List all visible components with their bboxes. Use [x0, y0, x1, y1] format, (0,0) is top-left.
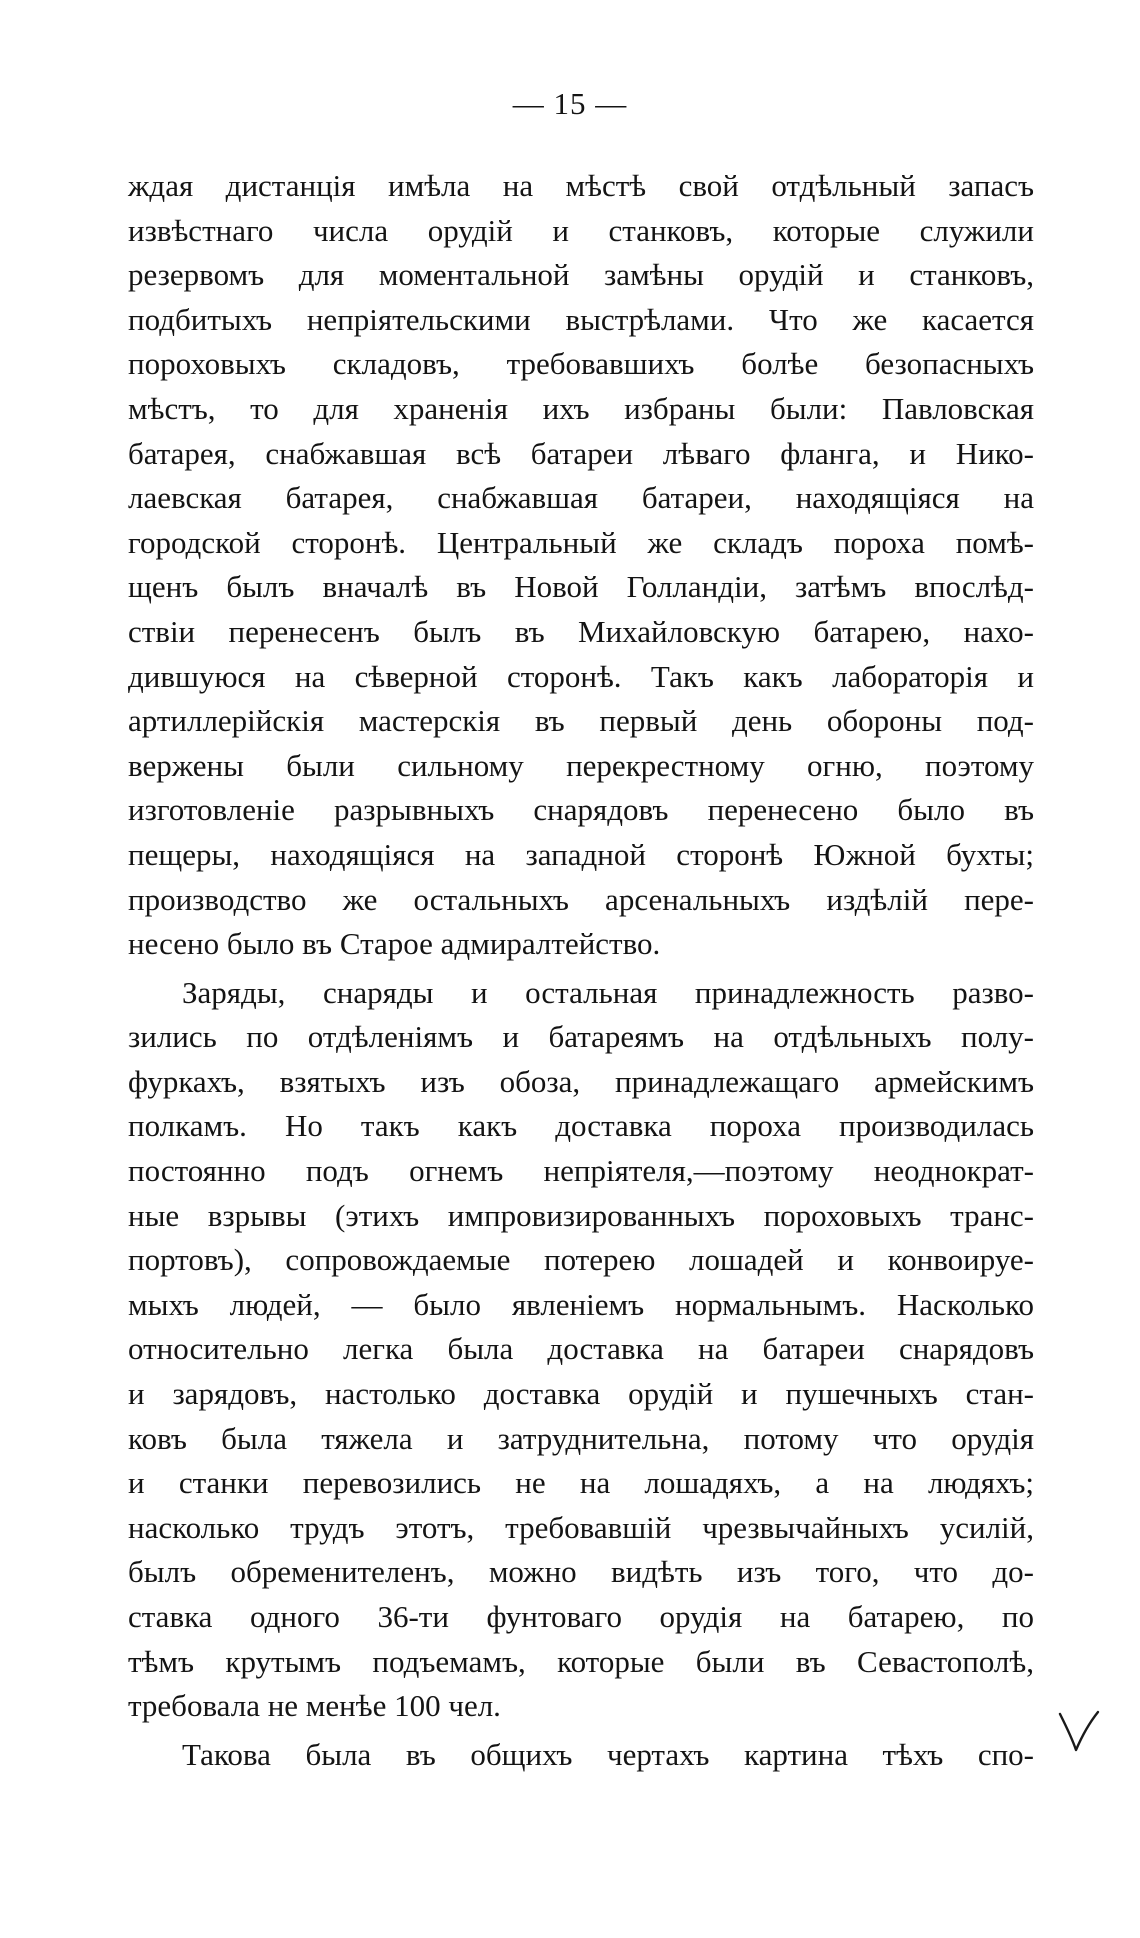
text-line: мѣстъ, то для храненія ихъ избраны были: Павловская [128, 390, 1034, 426]
text-line: насколько трудъ этотъ, требовавшій чрезвычайныхъ усилій, [128, 1509, 1034, 1545]
text-line: тѣмъ крутымъ подъемамъ, которые были въ Севастополѣ, [128, 1643, 1034, 1679]
text-line: ные взрывы (этихъ импровизированныхъ пороховыхъ транс- [128, 1197, 1034, 1233]
text-line: дившуюся на сѣверной сторонѣ. Такъ какъ лабораторія и [128, 658, 1034, 694]
text-line: Заряды, снаряды и остальная принадлежность разво- [182, 974, 1034, 1010]
text-line: ставка одного 36-ти фунтоваго орудія на батарею, по [128, 1599, 1034, 1634]
text-line: относительно легка была доставка на батареи снарядовъ [128, 1331, 1034, 1367]
text-line: несено было въ Старое адмиралтейство. [128, 926, 661, 962]
text-line: производство же остальныхъ арсенальныхъ издѣлій пере- [128, 881, 1034, 917]
text-body [128, 164, 1034, 1777]
text-line: и зарядовъ, настолько доставка орудій и пушечныхъ стан- [128, 1376, 1034, 1412]
text-line: Такова была въ общихъ чертахъ картина тѣхъ спо- [182, 1736, 1034, 1772]
text-line: ковъ была тяжела и затруднительна, потому что орудія [128, 1420, 1034, 1456]
text-line: ствіи перенесенъ былъ въ Михайловскую батарею, нахо- [128, 613, 1034, 649]
text-line: щенъ былъ вначалѣ въ Новой Голландіи, затѣмъ впослѣд- [128, 569, 1034, 605]
page-number: — 15 — [512, 86, 628, 121]
text-line: пороховыхъ складовъ, требовавшихъ болѣе безопасныхъ [128, 346, 1034, 382]
text-line: городской сторонѣ. Центральный же складъ пороха помѣ- [128, 524, 1034, 560]
text-line: батарея, снабжавшая всѣ батареи лѣваго фланга, и Нико- [128, 435, 1034, 471]
paragraph [128, 164, 1034, 967]
paragraph [128, 1733, 1034, 1778]
text-line: изготовленіе разрывныхъ снарядовъ перенесено было въ [128, 792, 1034, 828]
text-line: подбитыхъ непріятельскими выстрѣлами. Что же касается [128, 301, 1034, 337]
text-line: постоянно подъ огнемъ непріятеля,—поэтому неоднократ- [128, 1153, 1034, 1189]
text-line: извѣстнаго числа орудій и станковъ, которые служили [128, 212, 1034, 248]
text-line: мыхъ людей, — было явленіемъ нормальнымъ. Насколько [128, 1286, 1034, 1322]
text-line: лаевская батарея, снабжавшая батареи, находящіяся на [128, 480, 1034, 516]
text-line: полкамъ. Но такъ какъ доставка пороха производилась [128, 1108, 1034, 1144]
text-line: пещеры, находящіяся на западной сторонѣ Южной бухты; [128, 836, 1034, 872]
text-line: резервомъ для моментальной замѣны орудій и станковъ, [128, 257, 1034, 293]
text-line: зились по отдѣленіямъ и батареямъ на отдѣльныхъ полу- [128, 1019, 1034, 1055]
text-line: фуркахъ, взятыхъ изъ обоза, принадлежащаго армейскимъ [128, 1063, 1034, 1099]
text-line: и станки перевозились не на лошадяхъ, а на людяхъ; [128, 1465, 1034, 1501]
text-line: требовала не менѣе 100 чел. [128, 1688, 501, 1724]
text-line: портовъ), сопровождаемые потерею лошадей и конвоируе- [128, 1242, 1034, 1278]
paragraph [128, 971, 1034, 1729]
text-line: артиллерійскія мастерскія въ первый день обороны под- [128, 703, 1034, 739]
text-line: былъ обременителенъ, можно видѣть изъ того, что до- [128, 1554, 1034, 1590]
text-line: ждая дистанція имѣла на мѣстѣ свой отдѣльный запасъ [128, 168, 1034, 203]
checkmark-icon [1056, 1708, 1100, 1756]
text-line: вержены были сильному перекрестному огню, поэтому [128, 747, 1034, 783]
